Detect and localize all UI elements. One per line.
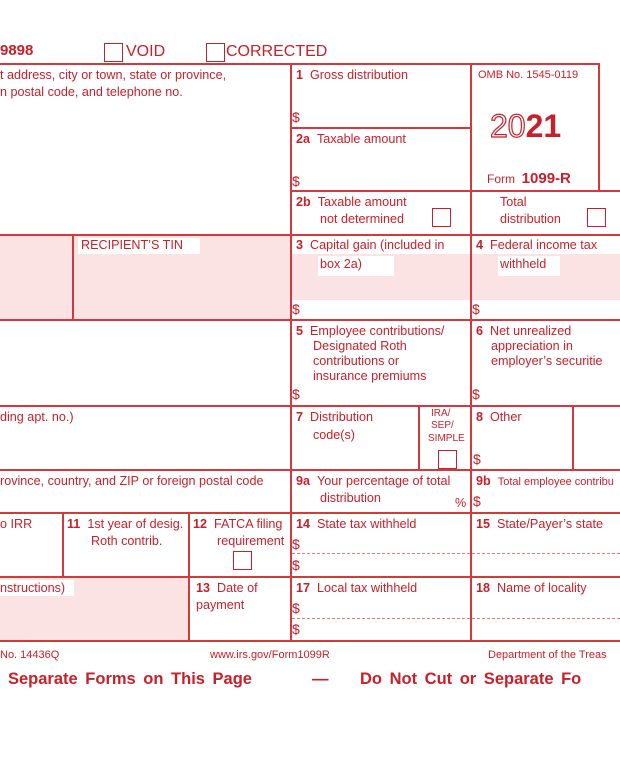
payer-tin-shade [0,236,72,320]
box5-label-1: 5 Employee contributions/ [296,324,445,338]
box15-label: 15 State/Payer’s state [476,517,603,531]
grid-h-top [0,63,600,65]
box7-label-1: 7 Distribution [296,410,374,424]
catalog-number: No. 14436Q [0,649,60,661]
total-distribution-checkbox[interactable] [587,208,606,227]
box3-label-1: 3 Capital gain (included in [296,238,445,252]
warning-dash: — [312,670,329,688]
dash-14 [292,553,470,554]
box14-label: 14 State tax withheld [296,517,417,531]
box8-label: 8 Other [476,410,522,424]
box2a-label: 2a Taxable amount [296,132,406,146]
grid-h-box10 [0,512,620,514]
grid-v-mid [470,63,472,641]
grid-v-ira [418,405,420,470]
box5-label-4: insurance premiums [313,369,427,383]
warning-part2: Do Not Cut or Separate Fo [360,670,582,688]
box4-label-2: withheld [500,257,547,271]
grid-v-omb-right [598,63,600,192]
street-label: ding apt. no.) [0,410,74,424]
box9b-dollar: $ [473,493,481,509]
grid-v-box8 [572,405,574,470]
grid-h-city [0,469,620,471]
box13-label-1: 13 Date of [196,581,258,595]
total-distribution-label-1: Total [500,195,527,209]
box17-dollar-2: $ [292,621,300,637]
corrected-checkbox[interactable] [206,43,225,62]
city-label: rovince, country, and ZIP or foreign postal code [0,474,264,488]
corrected-label: CORRECTED [226,43,328,60]
payer-address-label-1: t address, city or town, state or province, [0,68,227,82]
department-label: Department of the Treas [488,649,607,661]
box6-dollar: $ [472,386,480,402]
box1-label: 1 Gross distribution [296,68,409,82]
box9a-percent: % [455,496,467,510]
grid-v-box11 [62,513,64,577]
box9a-label-1: 9a Your percentage of total [296,474,451,488]
omb-number: OMB No. 1545-0119 [478,69,579,81]
box14-dollar-2: $ [292,557,300,573]
box3-label-2: box 2a) [320,257,363,271]
box1-dollar: $ [292,109,300,125]
grid-h-bottom [0,640,620,642]
grid-v-left [290,63,292,641]
box5-label-2: Designated Roth [313,339,407,353]
grid-h-recipient [0,319,620,321]
box5-label-3: contributions or [313,354,400,368]
box17-label: 17 Local tax withheld [296,581,418,595]
box18-label: 18 Name of locality [476,581,587,595]
box6-label-2: appreciation in [491,339,573,353]
grid-h-street [0,405,620,407]
dash-18 [472,618,620,619]
box8-dollar: $ [473,451,481,467]
box6-label-1: 6 Net unrealized [476,324,572,338]
box2a-dollar: $ [292,173,300,189]
box6-label-3: employer’s securitie [491,354,603,368]
box3-dollar: $ [292,301,300,317]
tax-year: 2021 [490,108,562,144]
account-label: nstructions) [0,581,66,595]
void-label: VOID [126,43,166,60]
warning-part1: Separate Forms on This Page [8,670,252,688]
box9b-label: 9b Total employee contribu [476,474,614,488]
box12-label-2: requirement [217,534,285,548]
recipient-tin-label: RECIPIENT’S TIN [81,238,183,252]
form-name: Form 1099-R [487,170,571,187]
box12-label-1: 12 FATCA filing [193,517,283,531]
box5-dollar: $ [292,386,300,402]
box4-label-1: 4 Federal income tax [476,238,598,252]
total-distribution-label-2: distribution [500,212,561,226]
box14-dollar-1: $ [292,536,300,552]
box9a-label-2: distribution [320,491,381,505]
ira-label-2: SEP/ [431,420,454,431]
box10-label: o IRR [0,517,33,531]
box11-label-1: 11 1st year of desig. [67,517,184,531]
box2b-checkbox[interactable] [432,208,451,227]
box2b-label-1: 2b Taxable amount [296,195,407,209]
box13-label-2: payment [196,598,245,612]
dash-17 [292,618,470,619]
ira-label-3: SIMPLE [428,433,465,444]
box4-dollar: $ [472,301,480,317]
box2b-label-2: not determined [320,212,405,226]
grid-h-account [0,576,620,578]
grid-v-tin [72,234,74,321]
box7-label-2: code(s) [313,428,355,442]
grid-h-tin [0,234,620,236]
payer-address-label-2: n postal code, and telephone no. [0,85,183,99]
box11-label-2: Roth contrib. [91,534,163,548]
form-url: www.irs.gov/Form1099R [210,649,330,661]
ira-sep-simple-checkbox[interactable] [438,450,457,469]
fatca-checkbox[interactable] [233,551,252,570]
grid-h-2b [290,190,620,192]
dash-15 [472,553,620,554]
ira-label-1: IRA/ [431,408,451,419]
form-code-fragment: 9898 [0,42,34,59]
void-checkbox[interactable] [104,43,123,62]
grid-h-2a [290,127,472,129]
box17-dollar-1: $ [292,600,300,616]
